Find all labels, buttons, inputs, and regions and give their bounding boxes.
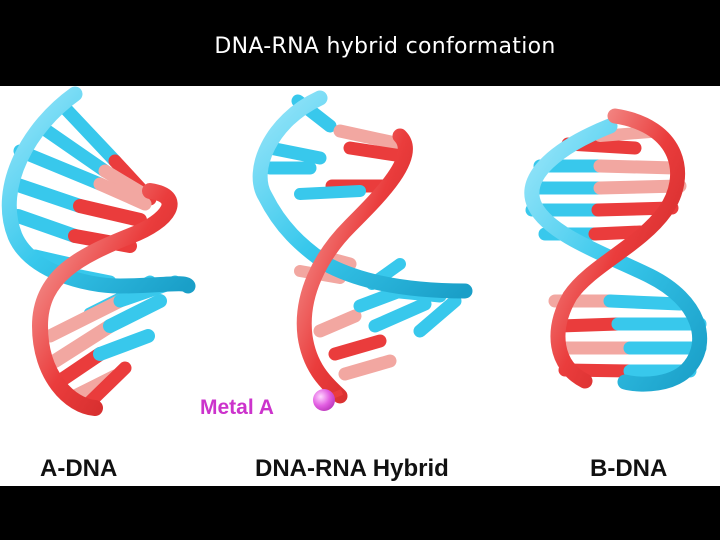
slide-title: DNA-RNA hybrid conformation bbox=[214, 34, 556, 59]
hybrid-label: DNA-RNA Hybrid bbox=[255, 455, 449, 482]
b-dna-label: B-DNA bbox=[590, 455, 668, 482]
hybrid-helix bbox=[260, 98, 465, 396]
metal-a-sphere bbox=[313, 389, 335, 411]
metal-a-label: Metal A bbox=[200, 396, 274, 419]
b-dna-helix bbox=[532, 116, 700, 384]
bottom-bar bbox=[0, 486, 720, 540]
figure-panel bbox=[0, 86, 720, 486]
title-bar bbox=[0, 0, 720, 86]
a-dna-helix bbox=[9, 94, 188, 408]
helix-illustration bbox=[0, 86, 720, 486]
a-dna-label: A-DNA bbox=[40, 455, 118, 482]
